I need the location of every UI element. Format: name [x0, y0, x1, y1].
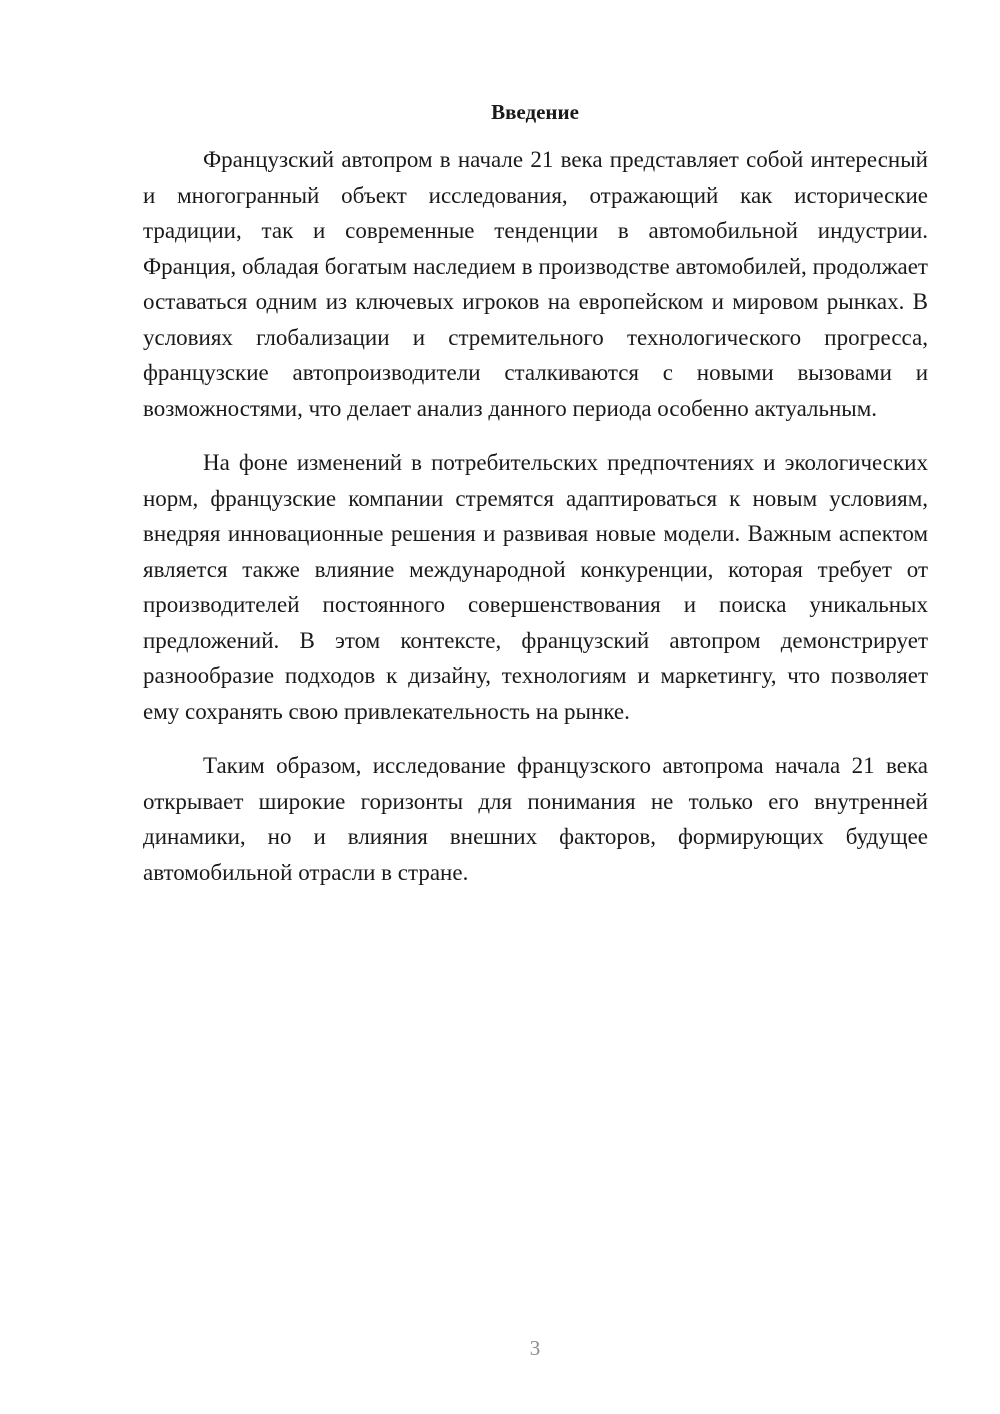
section-heading: Введение — [491, 100, 579, 124]
paragraph-1: Французский автопром в начале 21 века представляет собой интересный и многогранный объект исследования, отражающий как исторические традиции, так и современные тенденции в автомобильной индустрии. Франция, обладая богатым наследием в производстве автомобилей, продолжает оставаться одним из ключевых игроков на европейском и мировом рынках. В условиях глобализации и стремительного технологического прогресса, французские автопроизводители сталкиваются с новыми вызовами и возможностями, что делает анализ данного периода особенно актуальным. — [143, 147, 928, 421]
paragraph-2: На фоне изменений в потребительских предпочтениях и экологических норм, французские компании стремятся адаптироваться к новым условиям, внедряя инновационные решения и развивая новые модели. Важным аспектом является также влияние международной конкуренции, которая требует от производителей постоянного совершенствования и поиска уникальных предложений. В этом контексте, французский автопром демонстрирует разнообразие подходов к дизайну, технологиям и маркетингу, что позволяет ему сохранять свою привлекательность на рынке. — [143, 450, 928, 724]
page-number: 3 — [529, 1336, 541, 1360]
paragraph-3: Таким образом, исследование французского автопрома начала 21 века открывает широкие горизонты для понимания не только его внутренней динамики, но и влияния внешних факторов, формирующих будущее автомобильной отрасли в стране. — [143, 753, 928, 885]
body-text — [143, 142, 928, 909]
